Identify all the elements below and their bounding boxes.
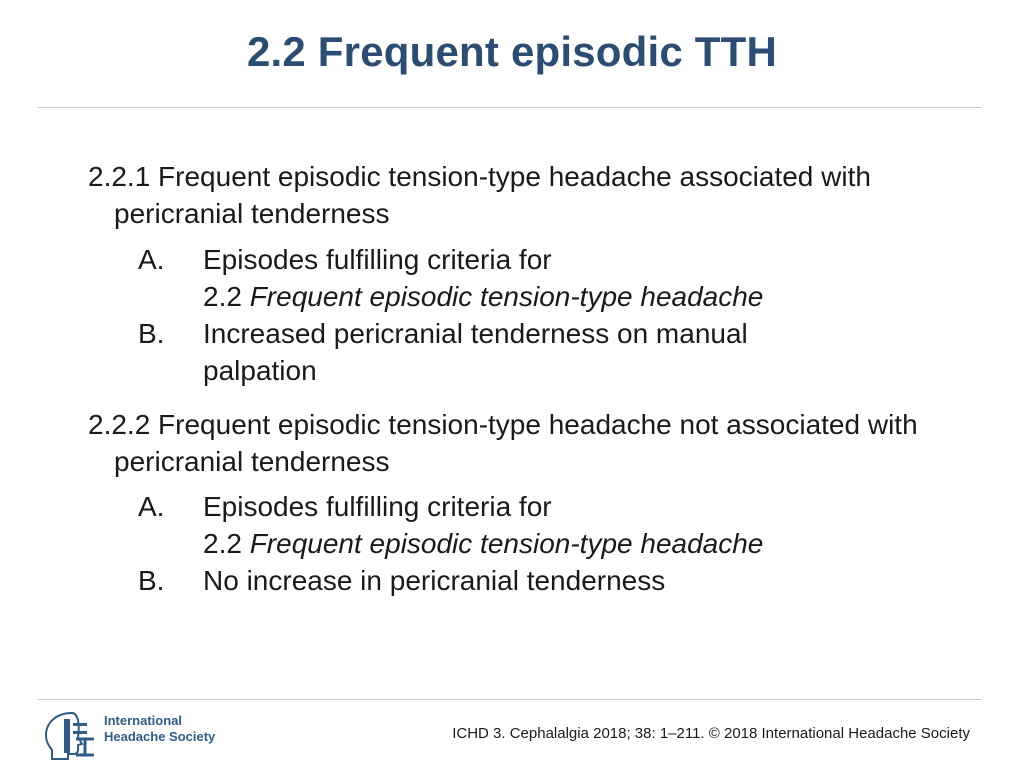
- criterion-letter: A.: [138, 244, 165, 275]
- criterion-line2-italic: Frequent episodic tension-type headache: [249, 528, 764, 559]
- criterion-a-2-2-1: [138, 241, 858, 315]
- criterion-text: [203, 488, 863, 562]
- section-heading-2-2-1: 2.2.1 Frequent episodic tension-type headache associated with pericranial tenderness: [88, 161, 871, 229]
- criterion-letter: A.: [138, 491, 165, 522]
- criterion-text: Increased pericranial tenderness on manual palpation: [203, 318, 748, 386]
- criterion-letter: B.: [138, 565, 165, 596]
- criterion-a-2-2-2: [138, 488, 858, 562]
- title-divider: [38, 107, 981, 108]
- criterion-text: [203, 241, 863, 315]
- criterion-line2-prefix: 2.2: [203, 281, 250, 312]
- logo-line1: International: [104, 713, 183, 728]
- criterion-line1: Episodes fulfilling criteria for: [203, 491, 552, 522]
- criterion-line1: Episodes fulfilling criteria for: [203, 244, 552, 275]
- criterion-text: No increase in pericranial tenderness: [203, 565, 666, 596]
- logo-wordmark: [104, 713, 215, 745]
- criterion-b-2-2-2: [138, 562, 858, 599]
- criterion-line2-italic: Frequent episodic tension-type headache: [249, 281, 764, 312]
- head-profile-icon: [42, 709, 104, 763]
- footer-divider: [38, 699, 981, 700]
- logo-line2: Headache Society: [104, 729, 216, 744]
- section-heading-2-2-2: 2.2.2 Frequent episodic tension-type headache not associated with pericranial tenderness: [88, 409, 918, 477]
- criterion-line2-prefix: 2.2: [203, 528, 250, 559]
- slide-title: 2.2 Frequent episodic TTH: [246, 28, 778, 75]
- criterion-letter: B.: [138, 318, 165, 349]
- ihs-logo: [42, 709, 232, 763]
- criterion-b-2-2-1: [138, 315, 858, 389]
- footer-citation: ICHD 3. Cephalalgia 2018; 38: 1–211. © 2018 International Headache Society: [452, 725, 970, 742]
